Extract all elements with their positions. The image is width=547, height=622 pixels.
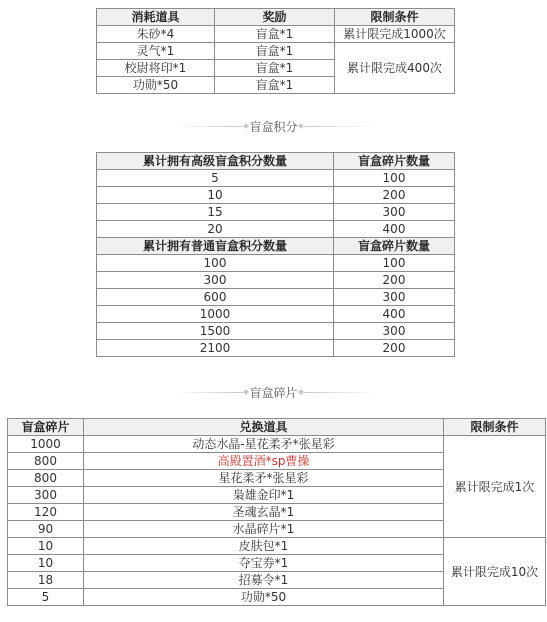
- header-fragment: 盲盒碎片: [8, 419, 84, 436]
- reward: 盲盒*1: [215, 60, 335, 77]
- exchange-item: 圣魂玄晶*1: [84, 504, 444, 521]
- diamond-icon: [298, 389, 304, 395]
- table-row: [97, 221, 455, 238]
- fragment-value: 300: [334, 204, 455, 221]
- header-normal-points: 累计拥有普通盲盒积分数量: [97, 238, 334, 255]
- table-row: [97, 272, 455, 289]
- divider-line-right: [304, 126, 374, 127]
- table-row: [97, 170, 455, 187]
- fragment-cost: 10: [8, 538, 84, 555]
- table-row: [97, 340, 455, 357]
- fragment-cost: 10: [8, 555, 84, 572]
- fragment-value: 200: [334, 187, 455, 204]
- divider-line-right: [304, 392, 374, 393]
- fragment-cost: 800: [8, 470, 84, 487]
- fragment-exchange-table: [7, 418, 546, 606]
- exchange-item: 皮肤包*1: [84, 538, 444, 555]
- header-limit: 限制条件: [335, 9, 455, 26]
- points-value: 2100: [97, 340, 334, 357]
- limit-cell: 累计限完成1000次: [335, 26, 455, 43]
- fragment-value: 100: [334, 170, 455, 187]
- section-title-text: 盲盒积分: [249, 120, 298, 134]
- fragment-cost: 800: [8, 453, 84, 470]
- table-row: [8, 436, 546, 453]
- exchange-item: 枭雄金印*1: [84, 487, 444, 504]
- diamond-icon: [298, 123, 304, 129]
- consume-item: 朱砂*4: [97, 26, 215, 43]
- fragment-cost: 18: [8, 572, 84, 589]
- fragment-value: 200: [334, 340, 455, 357]
- limit-cell: 累计限完成1次: [444, 436, 546, 538]
- table-row: [97, 306, 455, 323]
- reward: 盲盒*1: [215, 43, 335, 60]
- points-value: 1500: [97, 323, 334, 340]
- table-row: [97, 43, 455, 60]
- fragment-value: 100: [334, 255, 455, 272]
- header-advanced-points: 累计拥有高级盲盒积分数量: [97, 153, 334, 170]
- header-consume-item: 消耗道具: [97, 9, 215, 26]
- points-value: 10: [97, 187, 334, 204]
- header-limit: 限制条件: [444, 419, 546, 436]
- fragment-cost: 300: [8, 487, 84, 504]
- consume-item: 功勋*50: [97, 77, 215, 94]
- points-value: 100: [97, 255, 334, 272]
- exchange-item: 动态水晶-星花柔矛*张星彩: [84, 436, 444, 453]
- fragment-cost: 120: [8, 504, 84, 521]
- reward: 盲盒*1: [215, 26, 335, 43]
- table-row: [97, 323, 455, 340]
- fragment-value: 400: [334, 221, 455, 238]
- diamond-icon: [243, 123, 249, 129]
- section-title-points: [0, 118, 547, 134]
- fragment-cost: 5: [8, 589, 84, 606]
- exchange-item: 招募令*1: [84, 572, 444, 589]
- table-row: [97, 187, 455, 204]
- points-value: 5: [97, 170, 334, 187]
- header-reward: 奖励: [215, 9, 335, 26]
- consume-item: 灵气*1: [97, 43, 215, 60]
- header-fragment-count: 盲盒碎片数量: [334, 238, 455, 255]
- points-value: 300: [97, 272, 334, 289]
- exchange-item-highlight: 高殿置酒*sp曹操: [84, 453, 444, 470]
- fragment-cost: 1000: [8, 436, 84, 453]
- limit-cell: 累计限完成400次: [335, 43, 455, 94]
- diamond-icon: [243, 389, 249, 395]
- points-value: 20: [97, 221, 334, 238]
- reward: 盲盒*1: [215, 77, 335, 94]
- points-value: 600: [97, 289, 334, 306]
- section-title-fragments: [0, 384, 547, 400]
- exchange-item: 功勋*50: [84, 589, 444, 606]
- fragment-value: 400: [334, 306, 455, 323]
- points-value: 15: [97, 204, 334, 221]
- fragment-value: 300: [334, 323, 455, 340]
- exchange-item: 水晶碎片*1: [84, 521, 444, 538]
- limit-cell: 累计限完成10次: [444, 538, 546, 606]
- consume-item: 校尉将印*1: [97, 60, 215, 77]
- header-exchange-item: 兑换道具: [84, 419, 444, 436]
- section-title-text: 盲盒碎片: [249, 386, 298, 400]
- fragment-cost: 90: [8, 521, 84, 538]
- divider-line-left: [173, 392, 243, 393]
- table-row: [97, 289, 455, 306]
- table-row: [8, 538, 546, 555]
- header-fragment-count: 盲盒碎片数量: [334, 153, 455, 170]
- points-value: 1000: [97, 306, 334, 323]
- table-row: [97, 255, 455, 272]
- divider-line-left: [173, 126, 243, 127]
- points-fragment-table: [96, 152, 455, 357]
- exchange-item: 夺宝券*1: [84, 555, 444, 572]
- exchange-item: 星花柔矛*张星彩: [84, 470, 444, 487]
- table-row: [97, 26, 455, 43]
- consume-reward-table: [96, 8, 455, 94]
- table-row: [97, 204, 455, 221]
- fragment-value: 200: [334, 272, 455, 289]
- fragment-value: 300: [334, 289, 455, 306]
